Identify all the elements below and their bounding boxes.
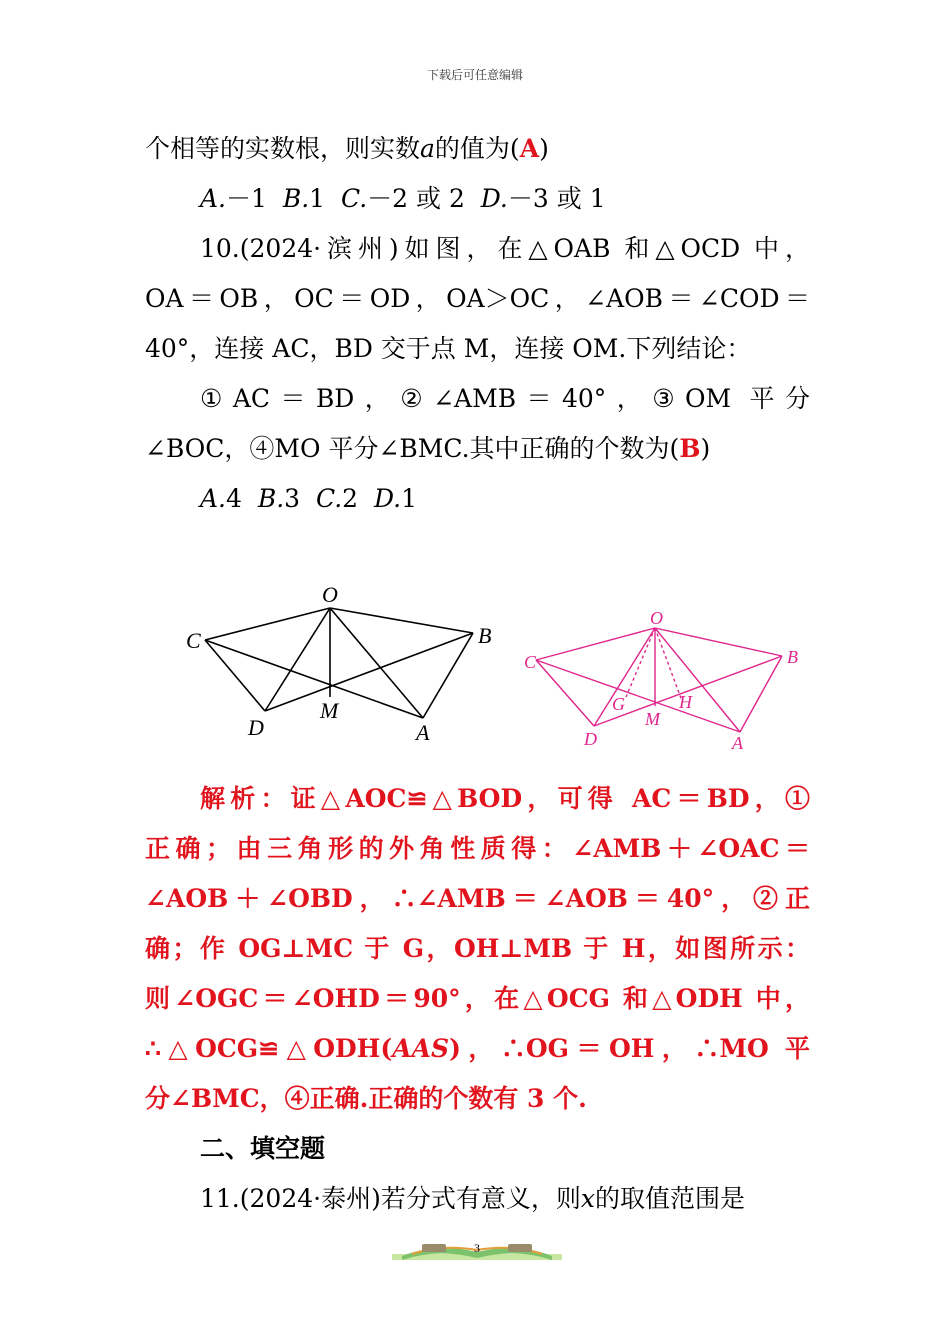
- label-D: D: [248, 715, 264, 740]
- header-note: 下载后可任意编辑: [426, 68, 523, 82]
- label-O: O: [322, 582, 338, 607]
- q10-line4: ①AC＝BD，②∠AMB＝40°，③OM 平分: [200, 384, 810, 413]
- label-A: A: [416, 720, 430, 745]
- footer-book-logo: [392, 1238, 562, 1264]
- solution-line4: 确；作 OG⊥MC 于 G，OH⊥MB 于 H，如图所示：: [145, 934, 810, 963]
- geometry-figure-right: [522, 608, 822, 753]
- solution-line2: 正确；由三角形的外角性质得：∠AMB＋∠OAC＝: [145, 834, 810, 863]
- segment-BA: [423, 633, 473, 718]
- q10-options: A.4 B.3 C.2 D.1: [200, 484, 417, 513]
- label-M: M: [320, 698, 339, 723]
- q10-line2: OA＝OB，OC＝OD，OA＞OC，∠AOB＝∠COD＝: [145, 284, 810, 313]
- label-B-right: B: [787, 647, 798, 667]
- q10-line5: ∠BOC，④MO 平分∠BMC.其中正确的个数为(B): [145, 434, 711, 463]
- segment-CA-right: [536, 660, 740, 732]
- q10-answer: B: [679, 434, 701, 463]
- label-C-right: C: [524, 652, 537, 672]
- q11-line1: 11.(2024·泰州)若分式有意义，则x的取值范围是: [200, 1184, 745, 1213]
- geometry-figure-left: [180, 578, 510, 748]
- label-O-right: O: [650, 608, 663, 628]
- solution-line3: ∠AOB＋∠OBD，∴∠AMB＝∠AOB＝40°，②正: [145, 884, 810, 913]
- solution-line6: ∴△OCG≌△ODH(AAS)，∴OG＝OH，∴MO 平: [145, 1034, 810, 1063]
- section-title: 二、填空题: [200, 1134, 326, 1163]
- segment-OB: [330, 608, 473, 633]
- q9-answer: A: [519, 134, 540, 163]
- q9-line1: 个相等的实数根，则实数a的值为(A): [145, 134, 549, 163]
- label-M-right: M: [645, 709, 660, 729]
- label-H-right: H: [679, 692, 692, 712]
- segment-OH-dashed: [655, 628, 682, 701]
- label-B: B: [478, 623, 492, 648]
- q10-line3: 40°，连接 AC，BD 交于点 M，连接 OM.下列结论：: [145, 334, 752, 363]
- segment-OC-right: [536, 628, 655, 660]
- segment-OC: [205, 608, 330, 640]
- label-C: C: [186, 628, 201, 653]
- solution-line7: 分∠BMC，④正确.正确的个数有 3 个.: [145, 1084, 587, 1113]
- segment-OG-dashed: [626, 628, 655, 697]
- solution-line1: 解析：证△AOC≌△BOD，可得 AC＝BD，①: [200, 784, 810, 813]
- segment-BA-right: [740, 656, 782, 732]
- label-G-right: G: [612, 694, 625, 714]
- segment-OD: [265, 608, 330, 711]
- page-number: 3: [474, 1241, 480, 1255]
- q9-options: A.－1 B.1 C.－2 或 2 D.－3 或 1: [200, 184, 606, 213]
- q10-line1: 10.(2024·滨州)如图，在△OAB 和△OCD 中，: [200, 234, 810, 263]
- label-D-right: D: [584, 729, 597, 749]
- label-A-right: A: [732, 733, 743, 753]
- solution-line5: 则∠OGC＝∠OHD＝90°，在△OCG 和△ODH 中，: [145, 984, 810, 1013]
